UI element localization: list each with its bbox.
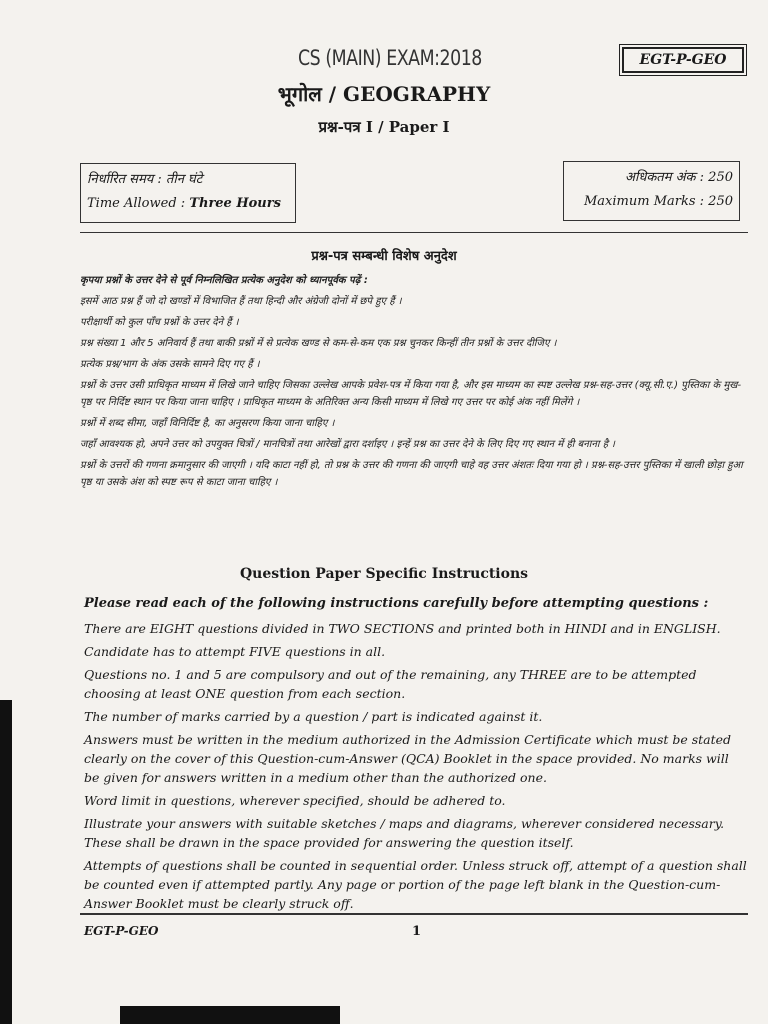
english-instruction: There are EIGHT questions divided in TWO SECTIONS and printed both in HINDI and in ENGLISH. (84, 621, 721, 636)
maximum-marks-english: Maximum Marks : 250 (584, 194, 733, 209)
hindi-instructions (80, 272, 750, 495)
english-instruction: Attempts of questions shall be counted in sequential order. Unless struck off, attempt of a question shall be counted even if attempted partly. Any page or portion of the page left blank in the Question-cum-Answer Booklet must be clearly struck off. (84, 858, 747, 911)
maximum-marks-box (563, 161, 740, 221)
english-instructions-heading: Question Paper Specific Instructions (239, 566, 529, 582)
subject-title: भूगोल / GEOGRAPHY (277, 82, 491, 106)
hindi-instruction: जहाँ आवश्यक हो, अपने उत्तर को उपयुक्त चित्रों / मानचित्रों तथा आरेखों द्वारा दर्शाइए । इन्हें प्रश्न का उत्तर देने के लिए दिए गए स्थान में ही बनाना है । (80, 439, 615, 450)
time-allowed-label: Time Allowed : (87, 196, 190, 211)
english-instruction: Candidate has to attempt FIVE questions in all. (84, 644, 386, 659)
hindi-instruction: परीक्षार्थी को कुल पाँच प्रश्नों के उत्तर देने हैं । (80, 317, 239, 328)
english-instruction: The number of marks carried by a question / part is indicated against it. (84, 709, 543, 724)
time-allowed-value: Three Hours (189, 196, 281, 211)
english-instruction: Questions no. 1 and 5 are compulsory and out of the remaining, any THREE are to be attempted choosing at least ONE question from each section. (84, 667, 697, 701)
maximum-marks-hindi: अधिकतम अंक : 250 (625, 170, 733, 185)
page-number: 1 (412, 924, 422, 939)
english-instruction: Word limit in questions, wherever specified, should be adhered to. (84, 793, 506, 808)
hindi-instruction: प्रश्नों में शब्द सीमा, जहाँ विनिर्दिष्ट है, का अनुसरण किया जाना चाहिए । (80, 418, 335, 429)
divider-top (80, 232, 748, 233)
paper-title: प्रश्न-पत्र I / Paper I (318, 118, 450, 136)
scan-edge-shadow (0, 700, 12, 1024)
hindi-instruction: प्रश्न संख्या 1 और 5 अनिवार्य हैं तथा बाकी प्रश्नों में से प्रत्येक खण्ड से कम-से-कम एक प्रश्न चुनकर किन्हीं तीन प्रश्नों के उत्तर दीजिए । (80, 338, 557, 349)
english-instruction: Illustrate your answers with suitable sketches / maps and diagrams, wherever considered necessary. These shall be drawn in the space provided for answering the question itself. (84, 816, 725, 850)
english-instructions-lead: Please read each of the following instructions carefully before attempting questions : (84, 596, 709, 611)
time-allowed-english (87, 192, 289, 216)
english-instructions (84, 594, 748, 917)
paper-code-box: EGT-P-GEO (622, 47, 744, 73)
exam-stamp: CS (MAIN) EXAM:2018 (298, 46, 482, 70)
time-allowed-box (80, 163, 296, 223)
scan-bottom-shadow (120, 1006, 340, 1024)
hindi-instruction: इसमें आठ प्रश्न हैं जो दो खण्डों में विभाजित हैं तथा हिन्दी और अंग्रेजी दोनों में छपे हुए हैं । (80, 296, 402, 307)
hindi-instruction: प्रश्नों के उत्तरों की गणना क्रमानुसार की जाएगी । यदि काटा नहीं हो, तो प्रश्न के उत्तर की गणना की जाएगी चाहे वह उत्तर अंशतः दिया गया हो । प्रश्न-सह-उत्तर पुस्तिका में खाली छोड़ा हुआ पृष्ठ या उसके अंश को स्पष्ट रूप से काटा जाना चाहिए । (80, 460, 743, 488)
hindi-instruction: प्रत्येक प्रश्न/भाग के अंक उसके सामने दिए गए हैं । (80, 359, 260, 370)
time-allowed-hindi: निर्धारित समय : तीन घंटे (87, 172, 203, 187)
english-instruction: Answers must be written in the medium authorized in the Admission Certificate which must be stated clearly on the cover of this Question-cum-Answer (QCA) Booklet in the space provided. No marks will be given for answers written in a medium other than the authorized one. (84, 732, 732, 785)
hindi-instruction: कृपया प्रश्नों के उत्तर देने से पूर्व निम्नलिखित प्रत्येक अनुदेश को ध्यानपूर्वक पढ़ें : (80, 275, 368, 286)
hindi-instructions-heading: प्रश्न-पत्र सम्बन्धी विशेष अनुदेश (311, 249, 457, 264)
divider-bottom (80, 913, 748, 915)
footer-paper-code: EGT-P-GEO (84, 924, 159, 938)
hindi-instruction: प्रश्नों के उत्तर उसी प्राधिकृत माध्यम में लिखे जाने चाहिए जिसका उल्लेख आपके प्रवेश-पत्र में किया गया है, और इस माध्यम का स्पष्ट उल्लेख प्रश्न-सह-उत्तर (क्यू.सी.ए.) पुस्तिका के मुख-पृष्ठ पर निर्दिष्ट स्थान पर किया जाना चाहिए । प्राधिकृत माध्यम के अतिरिक्त अन्य किसी माध्यम में लिखे गए उत्तर पर कोई अंक नहीं मिलेंगे । (80, 380, 742, 408)
